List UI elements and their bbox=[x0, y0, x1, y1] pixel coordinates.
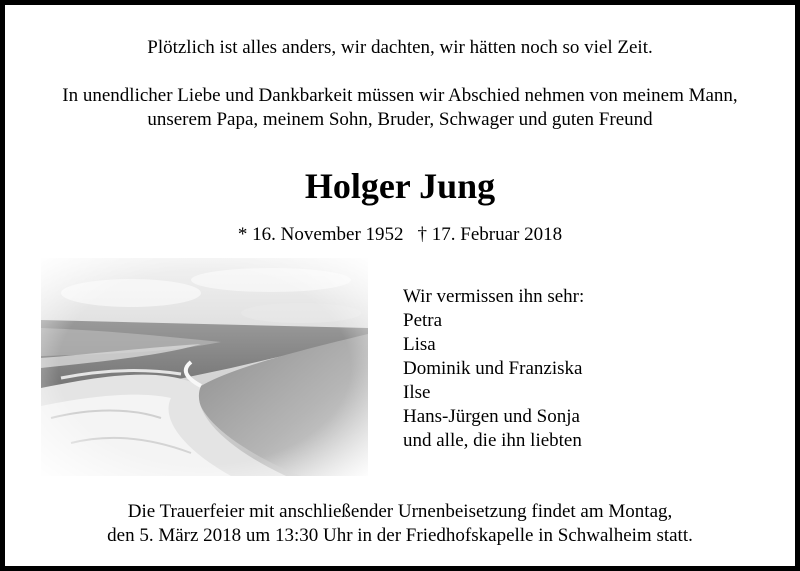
opening-quote: Plötzlich ist alles anders, wir dachten, wir hätten noch so viel Zeit. bbox=[147, 37, 653, 58]
mourner-name: Petra bbox=[403, 310, 443, 331]
farewell-line-1: In unendlicher Liebe und Dankbarkeit müssen wir Abschied nehmen von meinem Mann, bbox=[62, 85, 738, 106]
funeral-line-2: den 5. März 2018 um 13:30 Uhr in der Friedhofskapelle in Schwalheim statt. bbox=[107, 525, 693, 546]
mourner-name: und alle, die ihn liebten bbox=[403, 430, 582, 451]
mourner-name: Hans-Jürgen und Sonja bbox=[403, 406, 580, 427]
funeral-line-1: Die Trauerfeier mit anschließender Urnenbeisetzung findet am Montag, bbox=[127, 501, 673, 522]
mourners-list bbox=[403, 285, 733, 453]
farewell-line-2: unserem Papa, meinem Sohn, Bruder, Schwager und guten Freund bbox=[147, 109, 653, 130]
deceased-name: Holger Jung bbox=[304, 166, 496, 206]
death-date: † 17. Februar 2018 bbox=[417, 224, 563, 245]
mourner-name: Ilse bbox=[403, 382, 431, 403]
mourners-intro: Wir vermissen ihn sehr: bbox=[403, 286, 585, 307]
life-dates bbox=[5, 224, 795, 246]
mourner-name: Lisa bbox=[403, 334, 436, 355]
beach-photo bbox=[41, 258, 368, 476]
mourner-name: Dominik und Franziska bbox=[403, 358, 583, 379]
birth-date: * 16. November 1952 bbox=[237, 224, 404, 245]
